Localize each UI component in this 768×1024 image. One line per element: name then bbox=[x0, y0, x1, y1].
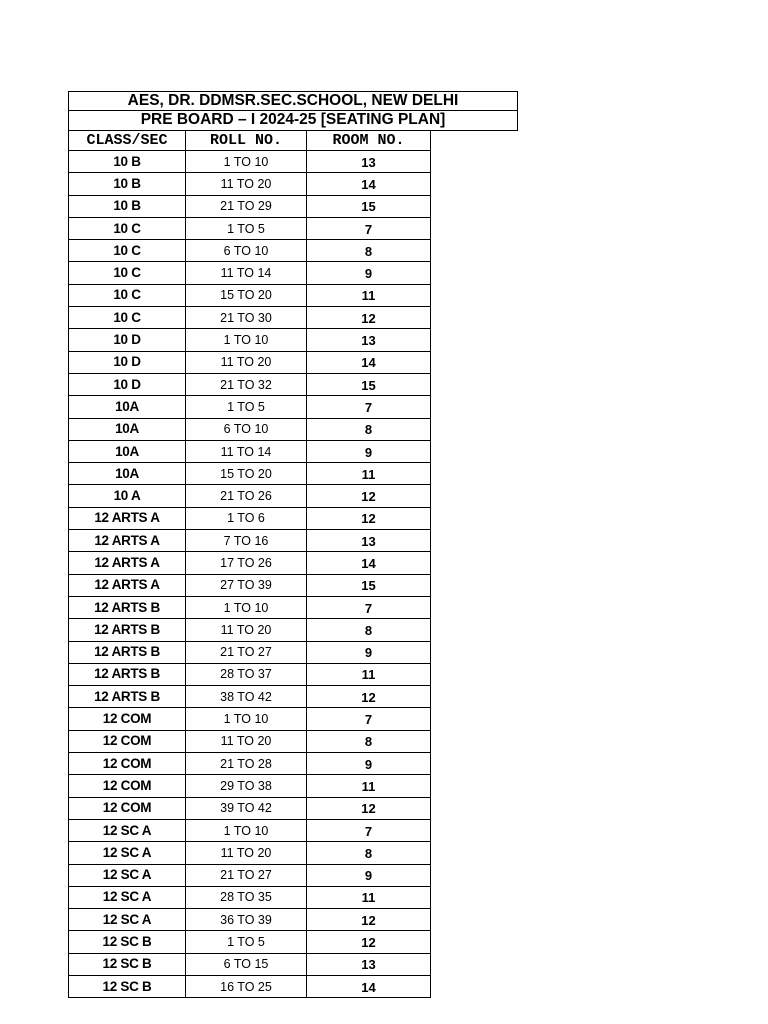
cell-class-sec: 12 COM bbox=[69, 797, 186, 819]
cell-roll-no: 11 TO 20 bbox=[186, 619, 307, 641]
cell-class-sec: 12 COM bbox=[69, 753, 186, 775]
cell-room-no: 11 bbox=[307, 284, 431, 306]
cell-room-no: 7 bbox=[307, 819, 431, 841]
table-row bbox=[69, 931, 431, 953]
table-row bbox=[69, 240, 431, 262]
table-row bbox=[69, 708, 431, 730]
cell-roll-no: 38 TO 42 bbox=[186, 686, 307, 708]
cell-class-sec: 12 SC A bbox=[69, 842, 186, 864]
cell-roll-no: 21 TO 30 bbox=[186, 307, 307, 329]
cell-room-no: 7 bbox=[307, 596, 431, 618]
cell-class-sec: 12 ARTS A bbox=[69, 507, 186, 529]
cell-roll-no: 1 TO 6 bbox=[186, 507, 307, 529]
cell-room-no: 11 bbox=[307, 886, 431, 908]
cell-roll-no: 6 TO 15 bbox=[186, 953, 307, 975]
table-row bbox=[69, 552, 431, 574]
table-row bbox=[69, 886, 431, 908]
cell-class-sec: 12 ARTS B bbox=[69, 619, 186, 641]
cell-roll-no: 21 TO 26 bbox=[186, 485, 307, 507]
cell-class-sec: 10 C bbox=[69, 284, 186, 306]
cell-roll-no: 11 TO 20 bbox=[186, 842, 307, 864]
cell-room-no: 8 bbox=[307, 730, 431, 752]
header-room-no: ROOM NO. bbox=[307, 131, 431, 151]
table-row bbox=[69, 262, 431, 284]
cell-room-no: 12 bbox=[307, 507, 431, 529]
table-row bbox=[69, 351, 431, 373]
cell-roll-no: 15 TO 20 bbox=[186, 284, 307, 306]
cell-class-sec: 12 COM bbox=[69, 775, 186, 797]
cell-room-no: 11 bbox=[307, 663, 431, 685]
cell-roll-no: 21 TO 32 bbox=[186, 373, 307, 395]
table-row bbox=[69, 909, 431, 931]
cell-roll-no: 6 TO 10 bbox=[186, 240, 307, 262]
table-row bbox=[69, 686, 431, 708]
cell-roll-no: 1 TO 5 bbox=[186, 931, 307, 953]
table-row bbox=[69, 953, 431, 975]
table-row bbox=[69, 797, 431, 819]
cell-class-sec: 12 SC A bbox=[69, 864, 186, 886]
table-row bbox=[69, 842, 431, 864]
cell-roll-no: 1 TO 10 bbox=[186, 819, 307, 841]
cell-class-sec: 12 SC B bbox=[69, 931, 186, 953]
cell-room-no: 13 bbox=[307, 953, 431, 975]
cell-room-no: 9 bbox=[307, 440, 431, 462]
cell-room-no: 8 bbox=[307, 619, 431, 641]
cell-room-no: 12 bbox=[307, 797, 431, 819]
cell-roll-no: 11 TO 20 bbox=[186, 351, 307, 373]
school-title: AES, DR. DDMSR.SEC.SCHOOL, NEW DELHI bbox=[68, 91, 518, 111]
cell-room-no: 13 bbox=[307, 329, 431, 351]
cell-class-sec: 12 SC B bbox=[69, 975, 186, 997]
cell-class-sec: 12 ARTS B bbox=[69, 686, 186, 708]
cell-roll-no: 27 TO 39 bbox=[186, 574, 307, 596]
cell-roll-no: 1 TO 10 bbox=[186, 151, 307, 173]
table-row bbox=[69, 819, 431, 841]
cell-roll-no: 21 TO 27 bbox=[186, 864, 307, 886]
cell-class-sec: 10 D bbox=[69, 329, 186, 351]
table-row bbox=[69, 753, 431, 775]
cell-class-sec: 10A bbox=[69, 463, 186, 485]
cell-class-sec: 10 B bbox=[69, 195, 186, 217]
table-row bbox=[69, 975, 431, 997]
table-row bbox=[69, 507, 431, 529]
cell-roll-no: 1 TO 10 bbox=[186, 596, 307, 618]
cell-room-no: 9 bbox=[307, 753, 431, 775]
cell-class-sec: 12 ARTS A bbox=[69, 530, 186, 552]
cell-class-sec: 12 ARTS A bbox=[69, 552, 186, 574]
cell-room-no: 12 bbox=[307, 307, 431, 329]
cell-roll-no: 16 TO 25 bbox=[186, 975, 307, 997]
cell-room-no: 12 bbox=[307, 485, 431, 507]
cell-room-no: 7 bbox=[307, 396, 431, 418]
table-row bbox=[69, 307, 431, 329]
cell-room-no: 11 bbox=[307, 775, 431, 797]
cell-roll-no: 11 TO 20 bbox=[186, 173, 307, 195]
cell-room-no: 14 bbox=[307, 173, 431, 195]
cell-room-no: 9 bbox=[307, 641, 431, 663]
cell-class-sec: 10 C bbox=[69, 262, 186, 284]
cell-roll-no: 15 TO 20 bbox=[186, 463, 307, 485]
cell-room-no: 7 bbox=[307, 708, 431, 730]
cell-class-sec: 10 C bbox=[69, 217, 186, 239]
cell-class-sec: 10A bbox=[69, 440, 186, 462]
seating-plan-sheet bbox=[68, 91, 518, 998]
cell-room-no: 7 bbox=[307, 217, 431, 239]
cell-room-no: 14 bbox=[307, 351, 431, 373]
cell-class-sec: 10A bbox=[69, 418, 186, 440]
cell-room-no: 13 bbox=[307, 530, 431, 552]
cell-roll-no: 7 TO 16 bbox=[186, 530, 307, 552]
cell-roll-no: 1 TO 5 bbox=[186, 396, 307, 418]
table-row bbox=[69, 440, 431, 462]
seating-table bbox=[68, 131, 431, 998]
cell-class-sec: 10 C bbox=[69, 307, 186, 329]
cell-class-sec: 12 ARTS B bbox=[69, 596, 186, 618]
cell-roll-no: 6 TO 10 bbox=[186, 418, 307, 440]
cell-room-no: 14 bbox=[307, 552, 431, 574]
cell-class-sec: 12 ARTS A bbox=[69, 574, 186, 596]
cell-roll-no: 36 TO 39 bbox=[186, 909, 307, 931]
cell-roll-no: 11 TO 14 bbox=[186, 262, 307, 284]
cell-room-no: 15 bbox=[307, 373, 431, 395]
exam-title: PRE BOARD – I 2024-25 [SEATING PLAN] bbox=[68, 111, 518, 131]
cell-class-sec: 10 C bbox=[69, 240, 186, 262]
cell-roll-no: 11 TO 14 bbox=[186, 440, 307, 462]
cell-room-no: 14 bbox=[307, 975, 431, 997]
cell-class-sec: 12 SC B bbox=[69, 953, 186, 975]
table-row bbox=[69, 596, 431, 618]
header-class-sec: CLASS/SEC bbox=[69, 131, 186, 151]
cell-room-no: 15 bbox=[307, 195, 431, 217]
cell-class-sec: 12 COM bbox=[69, 708, 186, 730]
cell-roll-no: 21 TO 29 bbox=[186, 195, 307, 217]
table-row bbox=[69, 151, 431, 173]
cell-room-no: 12 bbox=[307, 686, 431, 708]
header-roll-no: ROLL NO. bbox=[186, 131, 307, 151]
table-row bbox=[69, 284, 431, 306]
table-header-row bbox=[69, 131, 431, 151]
table-row bbox=[69, 373, 431, 395]
cell-room-no: 13 bbox=[307, 151, 431, 173]
cell-roll-no: 17 TO 26 bbox=[186, 552, 307, 574]
cell-roll-no: 21 TO 28 bbox=[186, 753, 307, 775]
cell-roll-no: 1 TO 10 bbox=[186, 329, 307, 351]
cell-roll-no: 28 TO 37 bbox=[186, 663, 307, 685]
cell-class-sec: 10 B bbox=[69, 173, 186, 195]
table-row bbox=[69, 619, 431, 641]
table-row bbox=[69, 217, 431, 239]
cell-class-sec: 10A bbox=[69, 396, 186, 418]
cell-class-sec: 12 ARTS B bbox=[69, 641, 186, 663]
cell-room-no: 15 bbox=[307, 574, 431, 596]
cell-room-no: 12 bbox=[307, 931, 431, 953]
table-row bbox=[69, 329, 431, 351]
table-row bbox=[69, 775, 431, 797]
table-row bbox=[69, 485, 431, 507]
cell-class-sec: 12 SC A bbox=[69, 886, 186, 908]
table-row bbox=[69, 463, 431, 485]
table-row bbox=[69, 418, 431, 440]
cell-class-sec: 12 SC A bbox=[69, 819, 186, 841]
cell-room-no: 9 bbox=[307, 864, 431, 886]
table-body bbox=[69, 151, 431, 998]
cell-roll-no: 21 TO 27 bbox=[186, 641, 307, 663]
table-row bbox=[69, 641, 431, 663]
cell-class-sec: 12 COM bbox=[69, 730, 186, 752]
cell-room-no: 11 bbox=[307, 463, 431, 485]
table-row bbox=[69, 396, 431, 418]
cell-room-no: 8 bbox=[307, 240, 431, 262]
cell-class-sec: 12 ARTS B bbox=[69, 663, 186, 685]
cell-class-sec: 10 D bbox=[69, 373, 186, 395]
cell-roll-no: 1 TO 5 bbox=[186, 217, 307, 239]
cell-roll-no: 1 TO 10 bbox=[186, 708, 307, 730]
cell-class-sec: 12 SC A bbox=[69, 909, 186, 931]
cell-room-no: 8 bbox=[307, 418, 431, 440]
table-row bbox=[69, 173, 431, 195]
cell-room-no: 9 bbox=[307, 262, 431, 284]
table-row bbox=[69, 195, 431, 217]
cell-roll-no: 11 TO 20 bbox=[186, 730, 307, 752]
cell-roll-no: 28 TO 35 bbox=[186, 886, 307, 908]
table-row bbox=[69, 864, 431, 886]
cell-roll-no: 29 TO 38 bbox=[186, 775, 307, 797]
table-row bbox=[69, 574, 431, 596]
cell-class-sec: 10 A bbox=[69, 485, 186, 507]
table-row bbox=[69, 530, 431, 552]
cell-roll-no: 39 TO 42 bbox=[186, 797, 307, 819]
cell-class-sec: 10 D bbox=[69, 351, 186, 373]
table-row bbox=[69, 730, 431, 752]
cell-room-no: 8 bbox=[307, 842, 431, 864]
cell-class-sec: 10 B bbox=[69, 151, 186, 173]
table-row bbox=[69, 663, 431, 685]
cell-room-no: 12 bbox=[307, 909, 431, 931]
